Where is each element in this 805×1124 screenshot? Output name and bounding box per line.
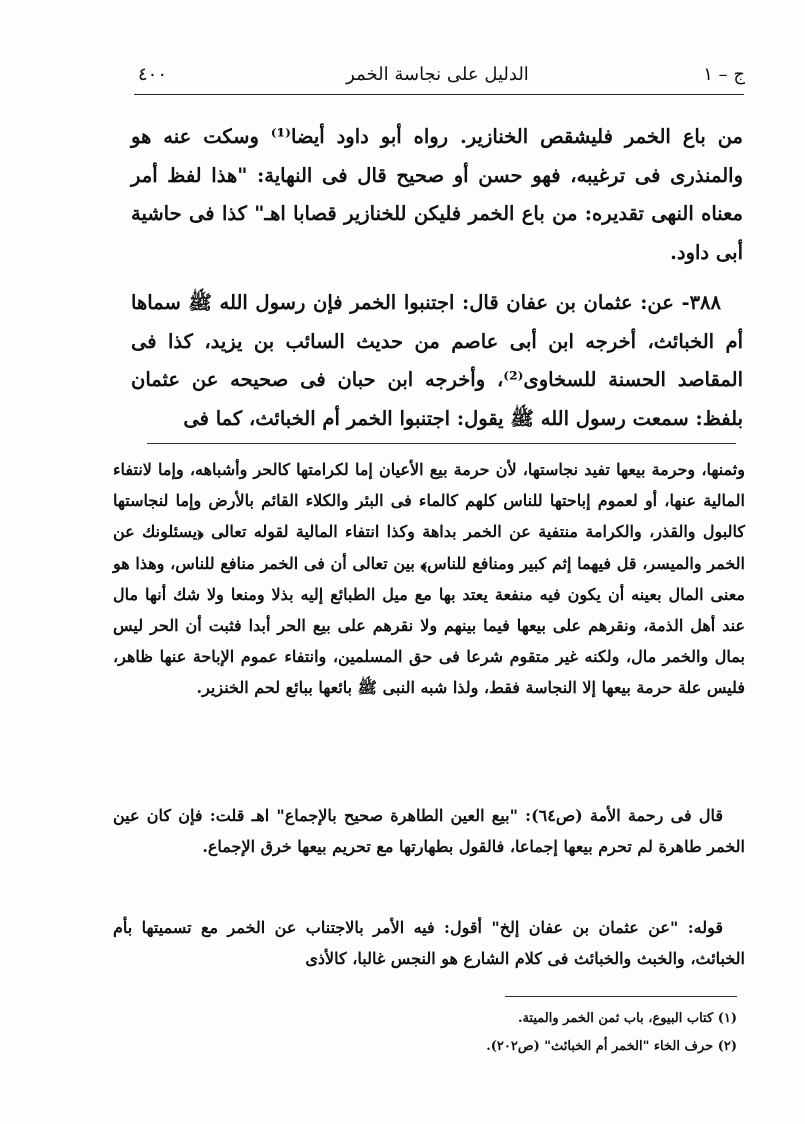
- volume-label: ج – ١: [703, 64, 745, 85]
- section-divider: [147, 443, 736, 444]
- header-title: الدليل على نجاسة الخمر: [346, 64, 529, 85]
- page-number: ٤٠٠: [138, 64, 168, 85]
- footnote-1: (١) كتاب البيوع، باب ثمن الخمر والميتة.: [517, 1011, 737, 1026]
- commentary-paragraph-1: وثمنها، وحرمة بيعها تفيد نجاستها، لأن حرمة بيع الأعيان إما لكرامتها كالحر وأشباهه، وإما لانتفاء المالية عنها، أو لعموم إباحتها للناس كلهم كالماء فى البئر والكلاء القائم بالأرض وإما لنجاستها كالبول والقذر، والكرامة منتفية عن الخمر بداهة وكذا انتفاء المالية لقوله تعالى ﴿يسئلونك عن الخمر والميسر، قل فيهما إثم كبير ومنافع للناس﴾ بين تعالى أن فى الخمر منافع للناس، وهذا هو معنى المال بعينه أن يكون فيه منفعة يعتد بها مع ميل الطبائع إليه بذلا ومنعا ولا شك أنها مال عند أهل الذمة، ونقرهم على بيعها فيما بينهم ولا نقرهم على بيع الحر أبدا فثبت أن الحر ليس بمال والخمر مال، ولكنه غير متقوم شرعا فى حق المسلمين، وانتفاء عموم الإباحة عنها ظاهر، فليس علة حرمة بيعها إلا النجاسة فقط، ولذا شبه النبى ﷺ بائعها ببائع لحم الخنزير.: [113, 460, 745, 698]
- header-divider: [134, 94, 744, 95]
- main-paragraph-1: من باع الخمر فليشقص الخنازير. رواه أبو داود أيضا⁽¹⁾ وسكت عنه هو والمنذرى فى ترغيبه، فهو حسن أو صحيح قال فى النهاية: "هذا لفظ أمر معناه النهى تقديره: من باع الخمر فليكن للخنازير قصابا اهـ" كذا فى حاشية أبى داود.: [131, 125, 743, 264]
- footnote-2: (٢) حرف الخاء "الخمر أم الخبائث" (ص٢٠٢).: [486, 1039, 737, 1054]
- commentary-paragraph-3: قوله: "عن عثمان بن عفان إلخ" أقول: فيه الأمر بالاجتناب عن الخمر مع تسميتها بأم الخبائث، والخبث والخبائث فى كلام الشارع هو النجس غالبا، كالأذى: [113, 918, 745, 969]
- footnote-divider: [505, 996, 737, 997]
- hadith-388-paragraph: ٣٨٨- عن: عثمان بن عفان قال: اجتنبوا الخمر فإن رسول الله ﷺ سماها أم الخبائث، أخرجه ابن أبى عاصم من حديث السائب بن يزيد، كذا فى المقاصد الحسنة للسخاوى⁽²⁾، وأخرجه ابن حبان فى صحيحه عن عثمان بلفظ: سمعت رسول الله ﷺ يقول: اجتنبوا الخمر أم الخبائث، كما فى: [131, 291, 743, 430]
- running-header: [130, 60, 745, 94]
- commentary-paragraph-2: قال فى رحمة الأمة (ص٦٤): "بيع العين الطاهرة صحيح بالإجماع" اهـ قلت: فإن كان عين الخمر طاهرة لم تحرم بيعها إجماعا، فالقول بطهارتها مع تحريم بيعها خرق الإجماع.: [113, 806, 745, 857]
